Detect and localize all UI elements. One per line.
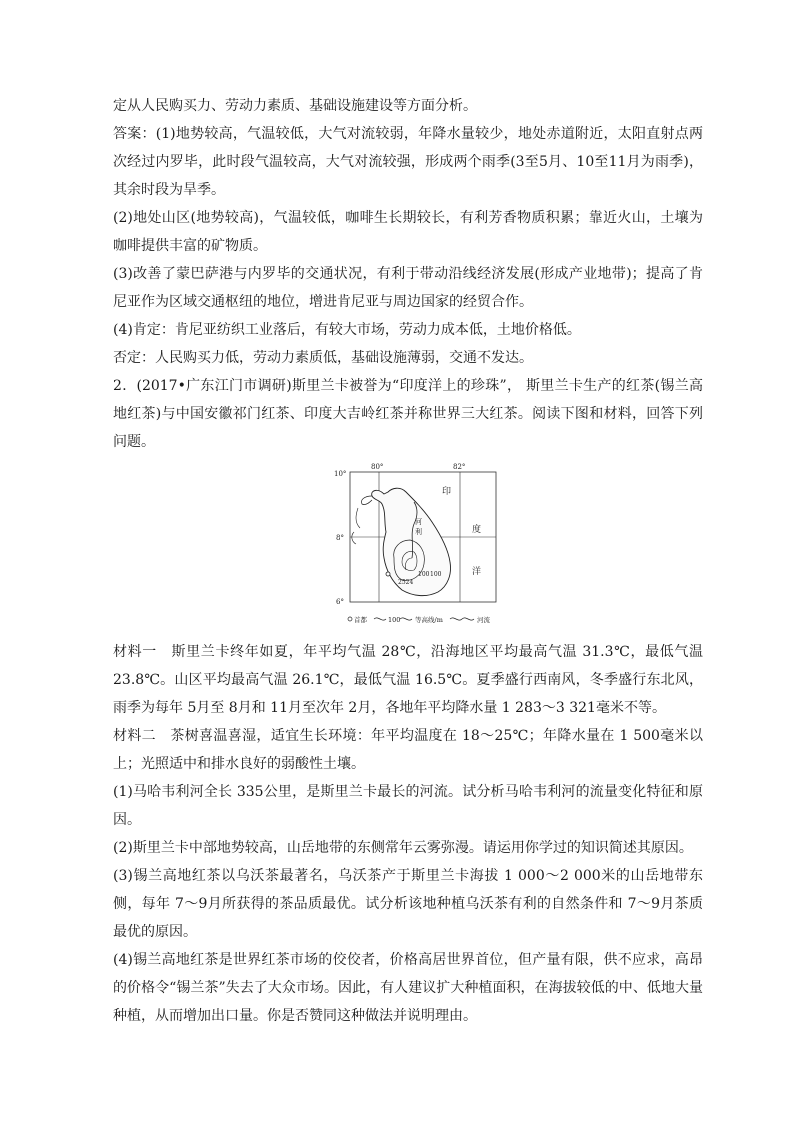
material-1: 材料一 斯里兰卡终年如夏，年平均气温 28℃，沿海地区平均最高气温 31.3℃，最低气温 23.8℃。山区平均最高气温 26.1℃，最低气温 16.5℃。夏季盛行西南风，冬季盛行东北风，雨季为每年 5月至 8月和 11月至次年 2月，各地年平均降水量 1 283～3 321毫米不等。 <box>113 644 703 716</box>
material-2: 材料二 茶树喜温喜湿，适宜生长环境：年平均温度在 18～25℃；年降水量在 1 500毫米以上；光照适中和排水良好的弱酸性土壤。 <box>113 728 703 772</box>
west-islet <box>356 508 360 528</box>
sea-label-yin: 印 <box>442 487 452 497</box>
sri-lanka-map <box>314 462 514 632</box>
legend-capital-icon <box>348 617 352 621</box>
legend-river-icon <box>450 618 474 620</box>
lon-label-82: 82° <box>453 463 466 471</box>
jaffna-coast <box>361 496 372 505</box>
contour-label-a: 100 <box>418 571 430 578</box>
document-page <box>113 92 703 1030</box>
paragraph-answer-4-no: 否定：人民购买力低，劳动力素质低，基础设施薄弱，交通不发达。 <box>113 350 533 366</box>
paragraph-answer-2: (2)地处山区(地势较高)，气温较低，咖啡生长期较长，有利芳香物质积累；靠近火山，土壤为咖啡提供丰富的矿物质。 <box>113 210 703 254</box>
lat-label-8: 8° <box>336 534 344 542</box>
question-2-3: (3)锡兰高地红茶以乌沃茶最著名，乌沃茶产于斯里兰卡海拔 1 000～2 000米的山岳地带东侧，每年 7～9月所获得的茶品质最优。试分析该地种植乌沃茶有利的自然条件和 7～9月茶质最优的原因。 <box>113 868 703 940</box>
legend-contour-icon <box>374 618 386 620</box>
legend-capital-label: 首都 <box>354 616 367 624</box>
map-figure <box>314 462 514 632</box>
legend-contour-label: 等高线/m <box>415 616 443 624</box>
paragraph-answer-4-yes: (4)肯定：肯尼亚纺织工业落后，有较大市场，劳动力成本低，土地价格低。 <box>113 322 581 338</box>
sea-label-du: 度 <box>472 525 482 535</box>
lat-label-6: 6° <box>336 598 344 606</box>
lat-label-10: 10° <box>334 470 347 478</box>
question-2-1: (1)马哈韦利河全长 335公里，是斯里兰卡最长的河流。试分析马哈韦利河的流量变化特征和原因。 <box>113 784 703 828</box>
river-label-he: 河 <box>415 518 422 526</box>
legend-contour-value: 100 <box>388 616 401 624</box>
contour-label-peak: 2524 <box>398 579 414 586</box>
legend-contour-icon-2 <box>400 618 412 620</box>
paragraph-answer-1: 答案：(1)地势较高，气温较低，大气对流较弱，年降水量较少，地处赤道附近，太阳直射点两次经过内罗毕，此时段气温较高，大气对流较强，形成两个雨季(3至5月、10至11月为雨季)，其余时段为旱季。 <box>113 126 703 198</box>
legend-river-label: 河流 <box>477 616 490 624</box>
paragraph-answer-3: (3)改善了蒙巴萨港与内罗毕的交通状况，有利于带动沿线经济发展(形成产业地带)；提高了肯尼亚作为区域交通枢纽的地位，增进肯尼亚与周边国家的经贸合作。 <box>113 266 703 310</box>
sea-label-yang: 洋 <box>472 567 482 577</box>
capital-marker <box>386 572 390 576</box>
question-2-intro: 2．(2017•广东江门市调研)斯里兰卡被誉为“印度洋上的珍珠”， 斯里兰卡生产的红茶(锡兰高地红茶)与中国安徽祁门红茶、印度大吉岭红茶并称世界三大红茶。阅读下图和材料，回答下列问题。 <box>113 378 703 450</box>
question-2-4: (4)锡兰高地红茶是世界红茶市场的佼佼者，价格高居世界首位，但产量有限，供不应求，高昂的价格令“锡兰茶”失去了大众市场。因此，有人建议扩大种植面积，在海拔较低的中、低地大量种植，从而增加出口量。你是否赞同这种做法并说明理由。 <box>113 952 703 1024</box>
question-2-2: (2)斯里兰卡中部地势较高，山岳地带的东侧常年云雾弥漫。请运用你学过的知识简述其原因。 <box>113 840 693 856</box>
river-label-li: 利 <box>415 528 422 536</box>
contour-label-b: 100 <box>430 571 442 578</box>
west-islet-2 <box>352 532 356 544</box>
paragraph-analysis-hint: 定从人民购买力、劳动力素质、基础设施建设等方面分析。 <box>113 98 477 114</box>
map-legend <box>348 615 491 624</box>
lon-label-80: 80° <box>371 463 384 471</box>
